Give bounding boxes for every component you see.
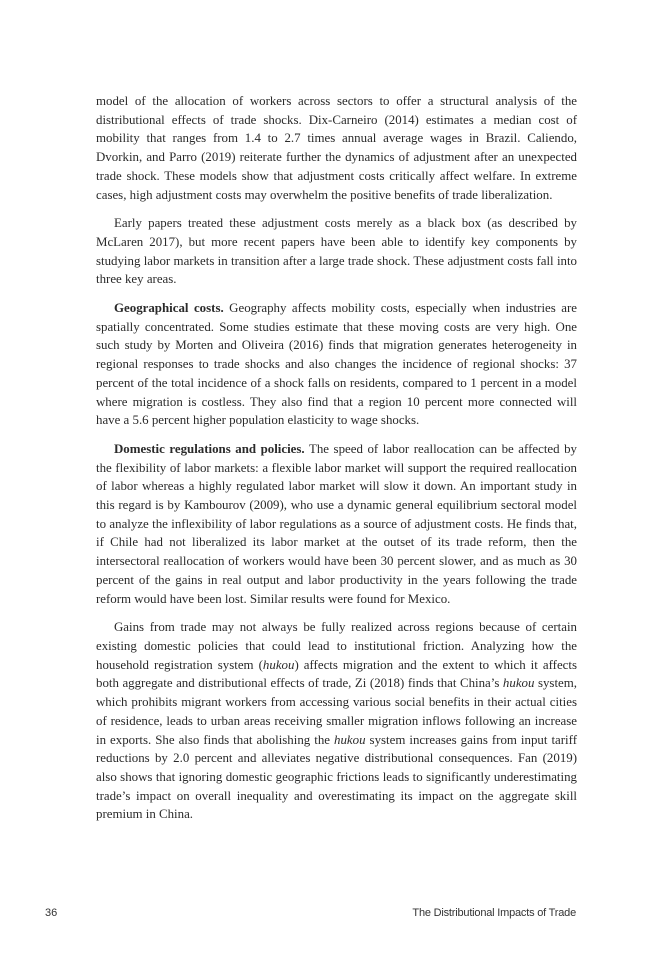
italic-term: hukou	[262, 657, 295, 672]
page-number: 36	[45, 907, 58, 919]
paragraph	[96, 299, 577, 430]
text-run: Early papers treated these adjustment costs merely as a black box (as described by McLaren 2017), but more recent papers have been able to identify key components by studying labor markets in transition after a large trade shock. These adjustment costs fall into three key areas.	[96, 216, 577, 287]
paragraph-heading: Domestic regulations and policies.	[114, 441, 305, 456]
text-run: system, which prohibits migrant workers from accessing various social benefits in their actual cities of residence, leads to urban areas receiving smaller migration inflows following an increase in exports. She also finds that abolishing the	[96, 676, 577, 747]
paragraph	[96, 92, 577, 204]
paragraph-heading: Geographical costs.	[114, 301, 224, 316]
text-run: model of the allocation of workers across sectors to offer a structural analysis of the distributional effects of trade shocks. Dix-Carneiro (2014) estimates a median cost of mobility that ranges from 1.4 to 2.7 times annual average wages in Brazil. Caliendo, Dvorkin, and Parro (2019) reiterate further the dynamics of adjustment after an unexpected trade shock. These models show that adjustment costs critically affect welfare. In extreme cases, high adjustment costs may overwhelm the positive benefits of trade liberalization.	[96, 94, 577, 202]
italic-term: hukou	[334, 732, 366, 747]
paragraph	[96, 440, 577, 608]
text-run: The speed of labor reallocation can be affected by the flexibility of labor markets: a flexible labor market will support the required reallocation of labor whereas a highly regulated labor market will slow it down. An important study in this regard is by Kambourov (2009), who use a dynamic general equilibrium sectoral model to analyze the inflexibility of labor regulations as a source of adjustment costs. He finds that, if Chile had not liberalized its labor market at the outset of its trade reform, then the intersectoral reallocation of workers would have been 30 percent slower, and as much as 30 percent of the gains in real output and labor productivity in the years following the trade reform would have been lost. Similar results were found for Mexico.	[96, 441, 577, 606]
italic-term: hukou	[502, 676, 535, 691]
text-run: ) affects migration and the extent to which it affects both aggregate and distributional effects of trade, Zi (2018) finds that China’s	[96, 657, 577, 691]
running-title: The Distributional Impacts of Trade	[412, 907, 576, 919]
text-run: Geography affects mobility costs, especially when industries are spatially concentrated. Some studies estimate that these moving costs are very high. One such study by Morten and Oliveira (2016) finds that migration generates heterogeneity in regional responses to trade shocks and also changes the incidence of regional shocks: 37 percent of the total incidence of a shock falls on residents, compared to 1 percent in a model where migration is costless. They also find that a region 10 percent more connected will have a 5.6 percent higher population elasticity to wage shocks.	[96, 301, 577, 428]
text-run: system increases gains from input tariff reductions by 2.0 percent and alleviates negative distributional consequences. Fan (2019) also shows that ignoring domestic geographic frictions leads to significantly underestimating trade’s impact on overall inequality and overestimating its impact on the aggregate skill premium in China.	[96, 732, 577, 822]
body-text	[96, 92, 577, 834]
paragraph	[96, 618, 577, 824]
page-footer	[0, 907, 672, 927]
paragraph	[96, 214, 577, 289]
text-run: Gains from trade may not always be fully realized across regions because of certain existing domestic policies that could lead to institutional friction. Analyzing how the household registration system (	[96, 620, 577, 672]
